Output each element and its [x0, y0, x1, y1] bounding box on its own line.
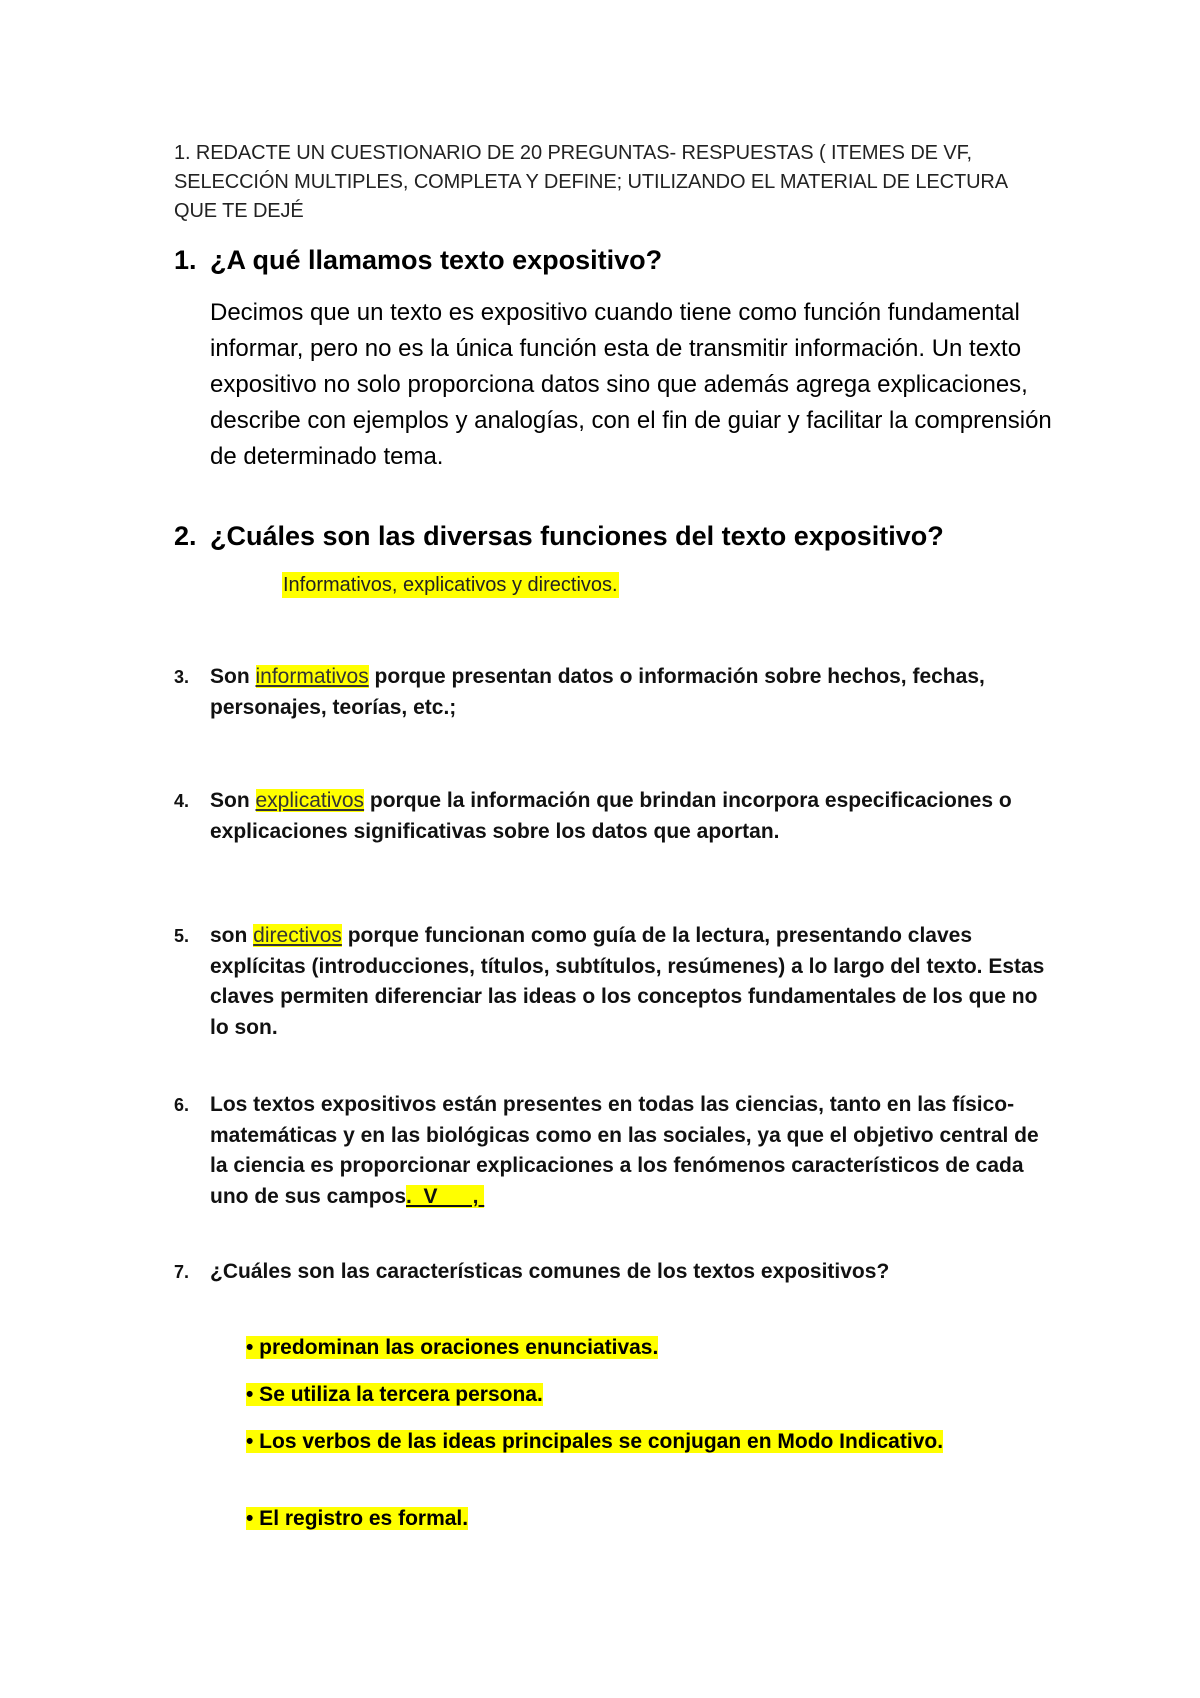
item-3-number: 3. — [174, 667, 190, 687]
assignment-instructions: 1. REDACTE UN CUESTIONARIO DE 20 PREGUNTAS- RESPUESTAS ( ITEMES DE VF, SELECCIÓN MULTIPLES, COMPLETA Y DEFINE; UTILIZANDO EL MATERIAL DE LECTURA QUE TE DEJÉ — [174, 142, 1007, 222]
question-2-text: ¿Cuáles son las diversas funciones del texto expositivo? — [210, 521, 944, 551]
question-2-number: 2. — [174, 521, 197, 551]
bullet-item: • Se utiliza la tercera persona. — [246, 1383, 543, 1406]
item-3-highlight: informativos — [255, 665, 369, 688]
item-7-number: 7. — [174, 1262, 190, 1282]
item-5-body — [210, 921, 1055, 1043]
item-6-body — [210, 1090, 1055, 1212]
question-1-number: 1. — [174, 245, 197, 275]
item-6-number: 6. — [174, 1095, 190, 1115]
item-5-highlight: directivos — [253, 924, 342, 947]
item-4-number: 4. — [174, 791, 190, 811]
answer-1: Decimos que un texto es expositivo cuando tiene como función fundamental informar, pero no es la única función esta de transmitir información. Un texto expositivo no solo proporciona datos sino que además agrega explicaciones, describe con ejemplos y analogías, con el fin de guiar y facilitar la comprensión de determinado tema. — [210, 299, 1052, 470]
item-4-highlight: explicativos — [255, 789, 365, 812]
item-3-post: porque presentan datos o información sobre hechos, fechas, personajes, teorías, etc.; — [210, 665, 985, 719]
item-3-body — [210, 662, 1055, 723]
item-6-answer-mark: . V , — [406, 1184, 485, 1208]
item-5-number: 5. — [174, 926, 190, 946]
question-1-text: ¿A qué llamamos texto expositivo? — [210, 245, 663, 275]
item-5-post: porque funcionan como guía de la lectura, presentando claves explícitas (introducciones, títulos, subtítulos, resúmenes) a lo largo del texto. Estas claves permiten diferenciar las ideas o los conceptos fundamentales de los que no lo son. — [210, 924, 1045, 1039]
bullet-item: • predominan las oraciones enunciativas. — [246, 1336, 659, 1359]
item-6-text: Los textos expositivos están presentes en todas las ciencias, tanto en las físico-matemáticas y en las biológicas como en las sociales, ya que el objetivo central de la ciencia es proporcionar explicaciones a los fenómenos característicos de cada uno de sus campos — [210, 1093, 1039, 1208]
bullet-item: • Los verbos de las ideas principales se conjugan en Modo Indicativo. — [246, 1430, 944, 1453]
item-5-pre: son — [210, 924, 254, 947]
item-7-question: ¿Cuáles son las características comunes de los textos expositivos? — [210, 1260, 890, 1283]
item-4-body — [210, 786, 1055, 847]
bullet-item: • El registro es formal. — [246, 1507, 469, 1530]
item-4-pre: Son — [210, 789, 256, 812]
answer-2-highlight: Informativos, explicativos y directivos. — [283, 574, 618, 596]
item-4-post: porque la información que brindan incorpora especificaciones o explicaciones significativas sobre los datos que aportan. — [210, 789, 1012, 843]
item-3-pre: Son — [210, 665, 256, 688]
